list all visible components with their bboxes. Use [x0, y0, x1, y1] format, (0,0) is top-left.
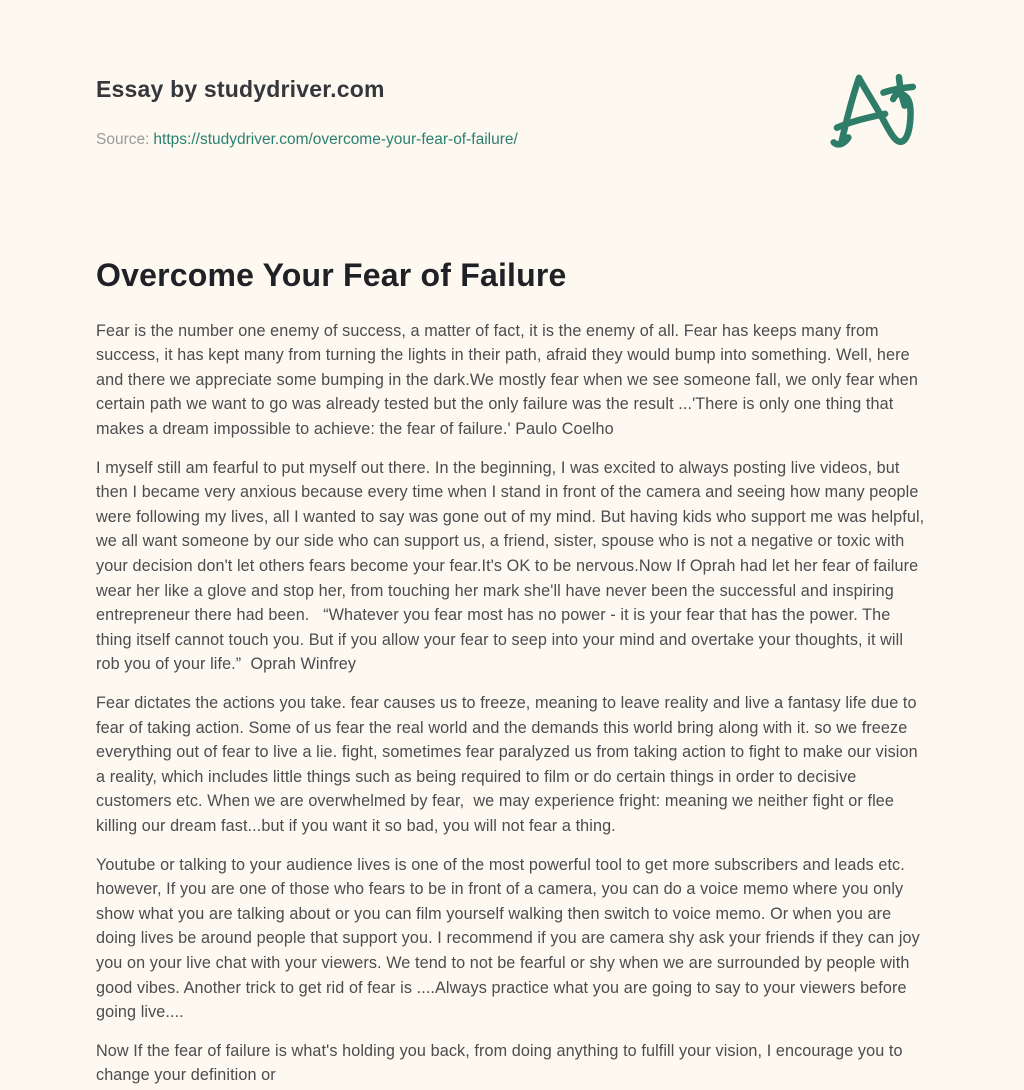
- essay-paragraph: I myself still am fearful to put myself out there. In the beginning, I was excited to always posting live videos, but then I became very anxious because every time when I stand in front of the camera and seeing how many people were following my lives, all I wanted to say was gone out of my mind. But having kids who support me was helpful, we all want someone by our side who can support us, a friend, sister, spouse who is not a negative or toxic with your decision don't let others fears become your fear.It's OK to be nervous.Now If Oprah had let her fear of failure wear her like a glove and stop her, from touching her mark she'll have never been the successful and inspiring entrepreneur there had been. “Whatever you fear most has no power - it is your fear that has the power. The thing itself cannot touch you. But if you allow your fear to seep into your mind and overtake your thoughts, it will rob you of your life.” Oprah Winfrey: [96, 458, 929, 674]
- essay-paragraph: Fear is the number one enemy of success, a matter of fact, it is the enemy of all. Fear has keeps many from success, it has kept many from turning the lights in their path, afraid they would bump into something. Well, here and there we appreciate some bumping in the dark.We mostly fear when we see someone fall, we only fear when certain path we want to go was already tested but the only failure was the result ...'There is only one thing that makes a dream impossible to achieve: the fear of failure.' Paulo Coelho: [96, 321, 923, 439]
- essay-title: Overcome Your Fear of Failure: [96, 257, 567, 294]
- a-plus-logo-icon: [828, 150, 934, 167]
- essay-paragraph: Now If the fear of failure is what's holding you back, from doing anything to fulfill your vision, I encourage you to change your definition or: [96, 1041, 908, 1085]
- source-label: Source:: [96, 130, 150, 148]
- source-link[interactable]: https://studydriver.com/overcome-your-fear-of-failure/: [153, 130, 518, 148]
- brand-title: Essay by studydriver.com: [96, 76, 385, 102]
- source-line: [96, 129, 928, 151]
- essay-paragraph: Youtube or talking to your audience lives is one of the most powerful tool to get more subscribers and leads etc. however, If you are one of those who fears to be in front of a camera, you can do a voice memo where you only show what you are talking about or you can film yourself walking then switch to voice memo. Or when you are doing lives be around people that support you. I recommend if you are camera shy ask your friends if they can joy you on your live chat with your viewers. We tend to not be fearful or shy when we are surrounded by people with good vibes. Another trick to get rid of fear is ....Always practice what you are going to say to your viewers before going live....: [96, 855, 925, 1022]
- studydriver-logo: [828, 63, 934, 163]
- essay-body: [96, 319, 928, 1088]
- essay-paragraph: Fear dictates the actions you take. fear causes us to freeze, meaning to leave reality and live a fantasy life due to fear of taking action. Some of us fear the real world and the demands this world bring along with it. so we freeze everything out of fear to live a lie. fight, sometimes fear paralyzed us from taking action to fight to make our vision a reality, which includes little things such as being required to film or do certain things in order to decisive customers etc. When we are overwhelmed by fear, we may experience fright: meaning we neither fight or flee killing our dream fast...but if you want it so bad, you will not fear a thing.: [96, 693, 923, 835]
